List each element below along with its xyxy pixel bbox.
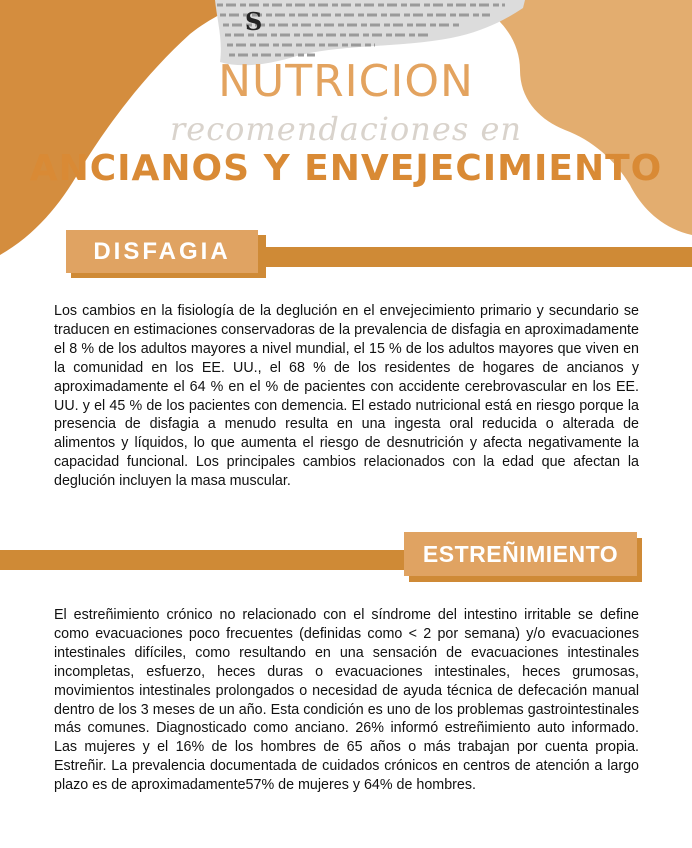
section-divider-bar — [258, 247, 692, 267]
section-body-disfagia: Los cambios en la fisiología de la deglución en el envejecimiento primario y secundario se traducen en estimaciones conservadoras de la prevalencia de disfagia en aproximadamente el 8 % de los adultos mayores a nivel mundial, el 15 % de los adultos mayores que viven en la comunidad en los EE. UU., el 68 % de los residentes de hogares de ancianos y aproximadamente el 64 % en el % de pacientes con accidente cerebrovascular en los EE. UU. y el 45 % de los pacientes con demencia. El estado nutricional está en riesgo porque la presencia de disfagia a menudo resulta en una ingesta oral reducida o alterada de alimentos y líquidos, lo que aumenta el riesgo de desnutrición y afecta negativamente la capacidad funcional. Los principales cambios relacionados con la edad que afectan la deglución incluyen la masa muscular. — [54, 303, 639, 490]
section-heading-estrenimiento: ESTREÑIMIENTO — [404, 532, 637, 576]
section-heading-disfagia: DISFAGIA — [66, 230, 258, 273]
page-title: NUTRICION — [218, 56, 474, 107]
svg-text:S: S — [245, 7, 263, 36]
page-topic: ANCIANOS Y ENVEJECIMIENTO — [29, 148, 663, 189]
section-divider-bar — [0, 550, 404, 570]
section-body-estrenimiento: El estreñimiento crónico no relacionado con el síndrome del intestino irritable se define como evacuaciones poco frecuentes (definidas como < 2 por semana) y/o evacuaciones intestinales difíciles, como resultando en una sensación de evacuaciones intestinales incompletas, esfuerzo, heces duras o evacuaciones intestinales, heces grumosas, movimientos intestinales prolongados o necesidad de ayuda técnica de defecación manual dentro de los 3 meses de un año. Esta condición es uno de los problemas gastrointestinales más comunes. Diagnosticado como anciano. 26% informó estreñimiento auto informado. Las mujeres y el 16% de los hombres de 65 años o más trabajan por cuenta propia. Estreñir. La prevalencia documentada de cuidados crónicos en centros de atención a largo plazo es de aproximadamente57% de mujeres y 64% de hombres. — [54, 607, 639, 794]
page-subtitle: recomendaciones en — [170, 110, 522, 148]
